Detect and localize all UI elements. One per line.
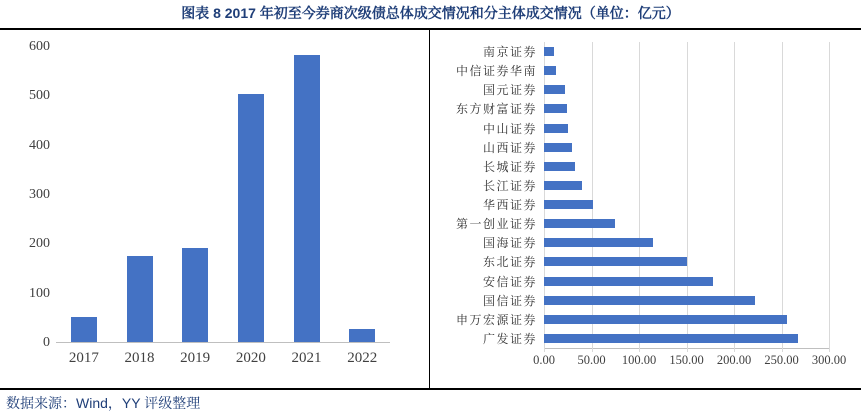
charts-row (0, 28, 861, 388)
year-label: 2017 (68, 350, 99, 366)
issuer-label: 国海证券 (482, 236, 537, 251)
issuer-label: 东北证券 (482, 255, 537, 270)
issuer-label: 南京证券 (482, 45, 537, 60)
bar-row (544, 291, 829, 310)
x-tick-label: 0.00 (533, 353, 555, 367)
bar-东北证券 (544, 257, 687, 266)
y-tick-label: 500 (29, 88, 50, 104)
year-label: 2022 (347, 350, 378, 366)
bar-2017 (71, 317, 97, 342)
bar-column (56, 46, 112, 342)
x-tick-label: 150.00 (669, 353, 704, 367)
y-tick-label: 200 (29, 236, 50, 252)
y-axis-tick-labels (10, 39, 56, 350)
bar-中信证券华南 (544, 66, 556, 75)
bar-row (544, 42, 829, 61)
bar-国信证券 (544, 296, 755, 305)
bar-row (544, 252, 829, 271)
issuer-label: 安信证券 (482, 274, 537, 289)
year-label: 2021 (291, 350, 322, 366)
x-axis-category-labels (56, 350, 390, 367)
bar-国元证券 (544, 85, 565, 94)
gridline (829, 42, 830, 352)
x-tick-label: 250.00 (764, 353, 799, 367)
y-tick-label: 100 (29, 285, 50, 301)
issuer-label: 广发证券 (482, 331, 537, 346)
by-issuer-chart-panel (430, 30, 861, 388)
bar-row (544, 329, 829, 348)
bar-国海证券 (544, 238, 653, 247)
bar-广发证券 (544, 334, 798, 343)
bar-长城证券 (544, 162, 575, 171)
bar-2019 (182, 248, 208, 342)
horizontal-bar-rows (544, 42, 829, 348)
issuer-label: 国信证券 (482, 293, 537, 308)
bar-row (544, 272, 829, 291)
bar-row (544, 176, 829, 195)
total-volume-chart-panel (0, 30, 430, 388)
issuer-label: 长城证券 (482, 159, 537, 174)
issuer-label: 山西证券 (482, 140, 537, 155)
issuer-label: 华西证券 (482, 198, 537, 213)
horizontal-bar-chart (430, 30, 861, 373)
bar-华西证券 (544, 200, 593, 209)
vertical-chart-main (56, 46, 390, 367)
x-tick-label: 200.00 (716, 353, 752, 367)
bar-长江证券 (544, 181, 582, 190)
y-tick-label: 400 (29, 137, 50, 153)
vertical-bar-chart (0, 30, 429, 367)
bar-中山证券 (544, 124, 568, 133)
bar-row (544, 233, 829, 252)
bar-南京证券 (544, 47, 554, 56)
bar-安信证券 (544, 277, 713, 286)
year-label: 2018 (124, 350, 155, 366)
bar-row (544, 119, 829, 138)
bar-申万宏源证券 (544, 315, 787, 324)
bar-2020 (238, 94, 264, 342)
issuer-label: 中山证券 (482, 121, 537, 136)
bar-row (544, 214, 829, 233)
bar-column (112, 46, 168, 342)
x-tick-label: 300.00 (811, 353, 847, 367)
bar-row (544, 195, 829, 214)
year-label: 2020 (235, 350, 266, 366)
figure-title: 图表 8 2017 年初至今券商次级债总体成交情况和分主体成交情况（单位：亿元） (181, 5, 680, 21)
vertical-plot-area (56, 46, 390, 343)
bar-column (334, 46, 390, 342)
x-axis-tick-labels (533, 353, 847, 373)
bar-row (544, 310, 829, 329)
bar-东方财富证券 (544, 104, 567, 113)
issuer-label: 中信证券华南 (455, 64, 537, 79)
bar-第一创业证券 (544, 219, 615, 228)
bar-山西证券 (544, 143, 572, 152)
bar-2018 (127, 256, 153, 342)
x-tick-label: 100.00 (621, 353, 657, 367)
bar-column (167, 46, 223, 342)
y-tick-label: 0 (43, 335, 50, 350)
issuer-label: 国元证券 (482, 83, 537, 98)
issuer-label: 长江证券 (482, 178, 537, 193)
x-tick-label: 50.00 (577, 353, 606, 367)
issuer-label: 申万宏源证券 (455, 312, 537, 327)
bar-2021 (294, 55, 320, 342)
y-tick-label: 300 (29, 187, 50, 202)
bar-row (544, 80, 829, 99)
issuer-label: 东方财富证券 (455, 102, 537, 117)
year-label: 2019 (180, 350, 211, 366)
issuer-category-labels (430, 42, 544, 348)
y-tick-label: 600 (29, 39, 50, 54)
horizontal-plot-area (544, 42, 829, 349)
data-source-note: 数据来源：Wind，YY 评级整理 (0, 388, 861, 419)
issuer-label: 第一创业证券 (455, 217, 537, 232)
bar-row (544, 138, 829, 157)
bar-row (544, 61, 829, 80)
bar-column (279, 46, 335, 342)
bar-column (223, 46, 279, 342)
bar-2022 (349, 329, 375, 342)
bar-row (544, 157, 829, 176)
horizontal-chart-main (533, 42, 847, 373)
bar-row (544, 99, 829, 118)
